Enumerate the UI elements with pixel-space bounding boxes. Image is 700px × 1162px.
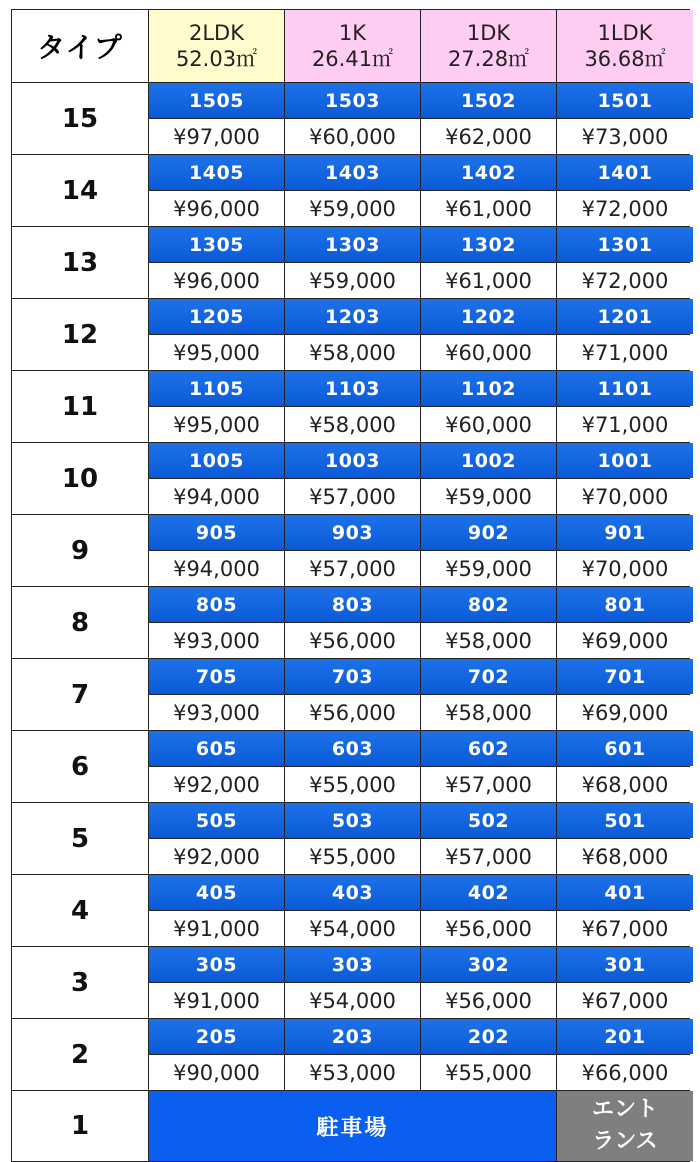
- column-header-1ldk: [557, 10, 693, 82]
- room-number: 605: [149, 731, 284, 766]
- unit-area-label: 27.28㎡: [447, 47, 530, 71]
- floor-label: 4: [12, 875, 148, 946]
- floor-label: 12: [12, 299, 148, 370]
- room-number: 1301: [557, 227, 693, 262]
- room-number: 301: [557, 947, 693, 982]
- room-number: 1505: [149, 83, 284, 118]
- room-number: 1101: [557, 371, 693, 406]
- rent-price: ¥60,000: [285, 119, 420, 154]
- rent-price: ¥57,000: [421, 767, 556, 802]
- floor-label: 14: [12, 155, 148, 226]
- room-number: 505: [149, 803, 284, 838]
- rent-price: ¥72,000: [557, 191, 693, 226]
- rent-price: ¥94,000: [149, 479, 284, 514]
- unit-type-label: 1LDK: [597, 21, 653, 45]
- rent-price: ¥57,000: [285, 479, 420, 514]
- room-number: 702: [421, 659, 556, 694]
- rent-price: ¥69,000: [557, 695, 693, 730]
- floor-label: 7: [12, 659, 148, 730]
- room-number: 305: [149, 947, 284, 982]
- room-number: 502: [421, 803, 556, 838]
- room-number: 803: [285, 587, 420, 622]
- unit-area-label: 26.41㎡: [311, 47, 394, 71]
- room-number: 1303: [285, 227, 420, 262]
- room-number: 1405: [149, 155, 284, 190]
- floor-label: 1: [12, 1091, 148, 1161]
- rent-price: ¥57,000: [285, 551, 420, 586]
- room-number: 1502: [421, 83, 556, 118]
- rent-price: ¥59,000: [285, 191, 420, 226]
- room-number: 1501: [557, 83, 693, 118]
- rent-price: ¥93,000: [149, 623, 284, 658]
- room-number: 1202: [421, 299, 556, 334]
- floor-label: 5: [12, 803, 148, 874]
- rent-price: ¥96,000: [149, 191, 284, 226]
- rent-price: ¥55,000: [285, 767, 420, 802]
- room-number: 802: [421, 587, 556, 622]
- parking-area: 駐車場: [149, 1091, 556, 1161]
- rent-price: ¥59,000: [285, 263, 420, 298]
- room-number: 1302: [421, 227, 556, 262]
- rent-price: ¥71,000: [557, 335, 693, 370]
- room-number: 905: [149, 515, 284, 550]
- room-number: 801: [557, 587, 693, 622]
- floor-label: 2: [12, 1019, 148, 1090]
- rent-price: ¥66,000: [557, 1055, 693, 1090]
- rent-price: ¥58,000: [285, 407, 420, 442]
- unit-type-label: 1K: [338, 21, 367, 45]
- room-number: 1201: [557, 299, 693, 334]
- room-number: 1203: [285, 299, 420, 334]
- floor-label: 11: [12, 371, 148, 442]
- room-number: 1305: [149, 227, 284, 262]
- rent-price: ¥91,000: [149, 911, 284, 946]
- room-number: 203: [285, 1019, 420, 1054]
- rent-price: ¥95,000: [149, 407, 284, 442]
- room-number: 1401: [557, 155, 693, 190]
- floor-label: 9: [12, 515, 148, 586]
- entrance-area: [557, 1091, 693, 1161]
- rent-price: ¥60,000: [421, 335, 556, 370]
- rent-price: ¥97,000: [149, 119, 284, 154]
- rent-price: ¥96,000: [149, 263, 284, 298]
- room-number: 503: [285, 803, 420, 838]
- type-header: タイプ: [12, 10, 148, 82]
- floor-label: 8: [12, 587, 148, 658]
- room-number: 1205: [149, 299, 284, 334]
- room-number: 1105: [149, 371, 284, 406]
- floor-label: 13: [12, 227, 148, 298]
- entrance-label: エント: [591, 1097, 658, 1122]
- rent-price: ¥92,000: [149, 767, 284, 802]
- room-number: 1002: [421, 443, 556, 478]
- room-number: 501: [557, 803, 693, 838]
- rent-price: ¥70,000: [557, 551, 693, 586]
- rent-price: ¥72,000: [557, 263, 693, 298]
- rent-price: ¥69,000: [557, 623, 693, 658]
- column-header-2ldk: [149, 10, 284, 82]
- room-number: 1005: [149, 443, 284, 478]
- room-number: 805: [149, 587, 284, 622]
- room-number: 303: [285, 947, 420, 982]
- room-number: 703: [285, 659, 420, 694]
- unit-area-label: 52.03㎡: [175, 47, 258, 71]
- rent-price: ¥61,000: [421, 263, 556, 298]
- rent-price: ¥60,000: [421, 407, 556, 442]
- room-number: 1102: [421, 371, 556, 406]
- rent-price: ¥54,000: [285, 911, 420, 946]
- entrance-label: ランス: [592, 1129, 658, 1154]
- rent-price: ¥67,000: [557, 911, 693, 946]
- room-number: 701: [557, 659, 693, 694]
- room-number: 1403: [285, 155, 420, 190]
- rent-price: ¥90,000: [149, 1055, 284, 1090]
- room-number: 1001: [557, 443, 693, 478]
- rent-price: ¥95,000: [149, 335, 284, 370]
- unit-type-label: 2LDK: [188, 21, 244, 45]
- rent-price: ¥58,000: [421, 695, 556, 730]
- unit-area-label: 36.68㎡: [584, 47, 666, 71]
- rent-price: ¥71,000: [557, 407, 693, 442]
- room-number: 403: [285, 875, 420, 910]
- room-number: 603: [285, 731, 420, 766]
- unit-type-label: 1DK: [466, 21, 511, 45]
- room-number: 201: [557, 1019, 693, 1054]
- rent-price: ¥53,000: [285, 1055, 420, 1090]
- rent-price: ¥61,000: [421, 191, 556, 226]
- rent-price: ¥67,000: [557, 983, 693, 1018]
- rent-price: ¥56,000: [421, 983, 556, 1018]
- rent-price: ¥73,000: [557, 119, 693, 154]
- room-number: 601: [557, 731, 693, 766]
- rent-price: ¥56,000: [421, 911, 556, 946]
- rent-price: ¥94,000: [149, 551, 284, 586]
- room-number: 402: [421, 875, 556, 910]
- room-number: 602: [421, 731, 556, 766]
- floor-label: 3: [12, 947, 148, 1018]
- rent-price: ¥59,000: [421, 551, 556, 586]
- rent-price: ¥57,000: [421, 839, 556, 874]
- rent-price: ¥93,000: [149, 695, 284, 730]
- room-number: 405: [149, 875, 284, 910]
- room-number: 1003: [285, 443, 420, 478]
- rent-price: ¥58,000: [421, 623, 556, 658]
- rent-price: ¥55,000: [285, 839, 420, 874]
- floor-label: 6: [12, 731, 148, 802]
- rent-table: [11, 9, 690, 1162]
- rent-price: ¥70,000: [557, 479, 693, 514]
- column-header-1k: [285, 10, 420, 82]
- room-number: 901: [557, 515, 693, 550]
- room-number: 903: [285, 515, 420, 550]
- room-number: 1103: [285, 371, 420, 406]
- rent-price: ¥68,000: [557, 839, 693, 874]
- floor-label: 10: [12, 443, 148, 514]
- room-number: 205: [149, 1019, 284, 1054]
- rent-price: ¥92,000: [149, 839, 284, 874]
- room-number: 1402: [421, 155, 556, 190]
- room-number: 1503: [285, 83, 420, 118]
- rent-price: ¥62,000: [421, 119, 556, 154]
- rent-price: ¥56,000: [285, 695, 420, 730]
- rent-price: ¥59,000: [421, 479, 556, 514]
- column-header-1dk: [421, 10, 556, 82]
- room-number: 902: [421, 515, 556, 550]
- rent-price: ¥54,000: [285, 983, 420, 1018]
- rent-price: ¥91,000: [149, 983, 284, 1018]
- room-number: 302: [421, 947, 556, 982]
- floor-label: 15: [12, 83, 148, 154]
- room-number: 401: [557, 875, 693, 910]
- rent-price: ¥55,000: [421, 1055, 556, 1090]
- room-number: 202: [421, 1019, 556, 1054]
- rent-price: ¥56,000: [285, 623, 420, 658]
- rent-price: ¥68,000: [557, 767, 693, 802]
- room-number: 705: [149, 659, 284, 694]
- rent-price: ¥58,000: [285, 335, 420, 370]
